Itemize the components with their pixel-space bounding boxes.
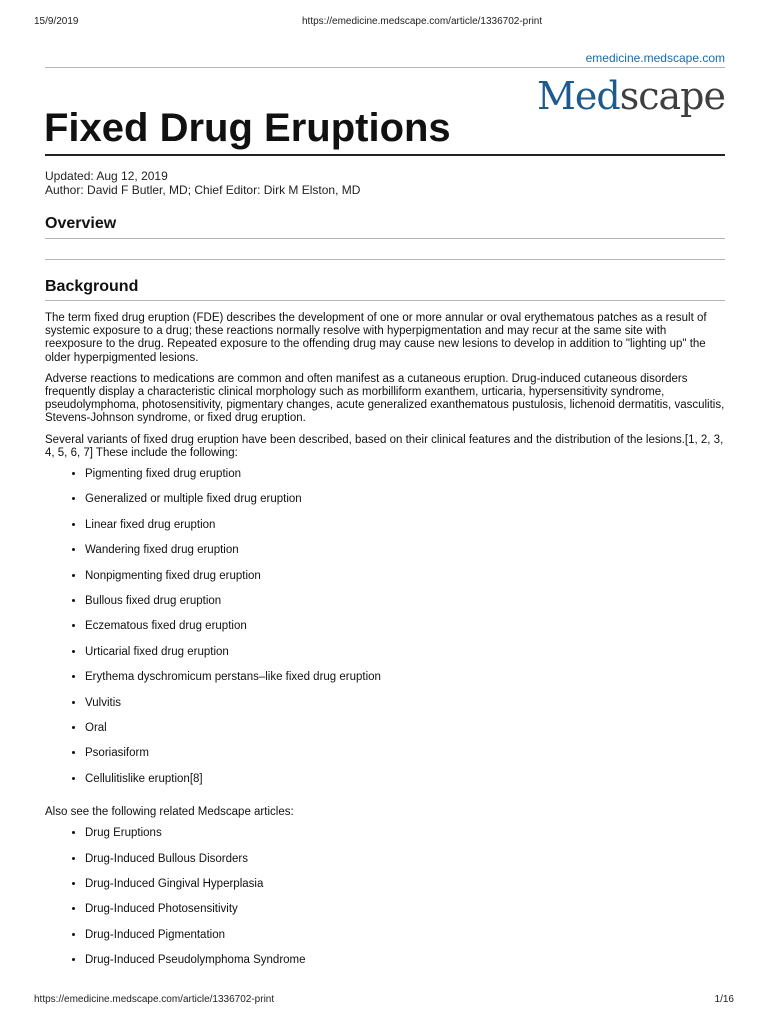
list-item: • Drug-Induced Pseudolymphoma Syndrome xyxy=(85,954,725,979)
updated-date: Updated: Aug 12, 2019 xyxy=(45,169,168,183)
print-footer xyxy=(34,994,734,1008)
list-item: • Drug Eruptions xyxy=(85,827,725,852)
paragraph-variants-intro: Several variants of fixed drug eruption have been described, based on their clinical features and the distribution of the lesions.[1, 2, 3, 4, 5, 6, 7] These include the following: xyxy=(45,433,724,459)
logo-part-scape: scape xyxy=(619,74,725,118)
list-item: • Pigmenting fixed drug eruption xyxy=(85,468,725,493)
site-link[interactable]: emedicine.medscape.com xyxy=(585,51,725,65)
overview-heading: Overview xyxy=(45,215,117,232)
list-item: • Drug-Induced Photosensitivity xyxy=(85,903,725,928)
author-line: Author: David F Butler, MD; Chief Editor: Dirk M Elston, MD xyxy=(45,183,361,197)
list-item: • Vulvitis xyxy=(85,697,725,722)
list-item: • Linear fixed drug eruption xyxy=(85,519,725,544)
related-articles-intro: Also see the following related Medscape articles: xyxy=(45,806,294,819)
list-item: • Wandering fixed drug eruption xyxy=(85,544,725,569)
top-divider xyxy=(45,67,725,68)
overview-divider xyxy=(45,238,725,239)
article-title: Fixed Drug Eruptions xyxy=(44,106,451,150)
title-divider xyxy=(45,154,725,156)
background-divider xyxy=(45,300,725,301)
footer-url: https://emedicine.medscape.com/article/1336702-print xyxy=(34,994,275,1005)
related-articles-list xyxy=(45,827,725,979)
list-item: • Urticarial fixed drug eruption xyxy=(85,646,725,671)
list-item: • Generalized or multiple fixed drug eruption xyxy=(85,493,725,518)
print-date: 15/9/2019 xyxy=(34,16,79,27)
paragraph-adverse-reactions: Adverse reactions to medications are common and often manifest as a cutaneous eruption. Drug-induced cutaneous disorders frequently display a characteristic clinical morphology such as morbilliform exanthem, urticaria, hypersensitivity syndrome, pseudolymphoma, photosensitivity, pigmentary changes, acute generalized exanthematous pustulosis, lichenoid dermatitis, vasculitis, Stevens-Johnson syndrome, or fixed drug eruption. xyxy=(45,372,725,425)
section-divider xyxy=(45,259,725,260)
list-item: • Drug-Induced Gingival Hyperplasia xyxy=(85,878,725,903)
article-body xyxy=(45,312,725,988)
background-heading: Background xyxy=(45,278,139,295)
page-number: 1/16 xyxy=(714,994,734,1005)
print-header xyxy=(34,16,734,30)
variants-list xyxy=(45,468,725,798)
logo-part-med: Med xyxy=(537,74,620,118)
list-item: • Psoriasiform xyxy=(85,747,725,772)
list-item: • Bullous fixed drug eruption xyxy=(85,595,725,620)
list-item: • Nonpigmenting fixed drug eruption xyxy=(85,570,725,595)
list-item: • Eczematous fixed drug eruption xyxy=(85,620,725,645)
list-item: • Erythema dyschromicum perstans–like fixed drug eruption xyxy=(85,671,725,696)
list-item: • Cellulitislike eruption[8] xyxy=(85,773,725,798)
medscape-logo xyxy=(537,72,725,120)
list-item: • Drug-Induced Pigmentation xyxy=(85,929,725,954)
article-meta xyxy=(45,169,360,197)
list-item: • Oral xyxy=(85,722,725,747)
list-item: • Drug-Induced Bullous Disorders xyxy=(85,853,725,878)
paragraph-definition: The term fixed drug eruption (FDE) describes the development of one or more annular or oval erythematous patches as a result of systemic exposure to a drug; these reactions normally resolve with hyperpigmentation and may recur at the same site with reexposure to the drug. Repeated exposure to the offending drug may cause new lesions to develop in addition to "lighting up" the older hyperpigmented lesions. xyxy=(45,312,707,364)
print-url: https://emedicine.medscape.com/article/1336702-print xyxy=(302,16,543,27)
